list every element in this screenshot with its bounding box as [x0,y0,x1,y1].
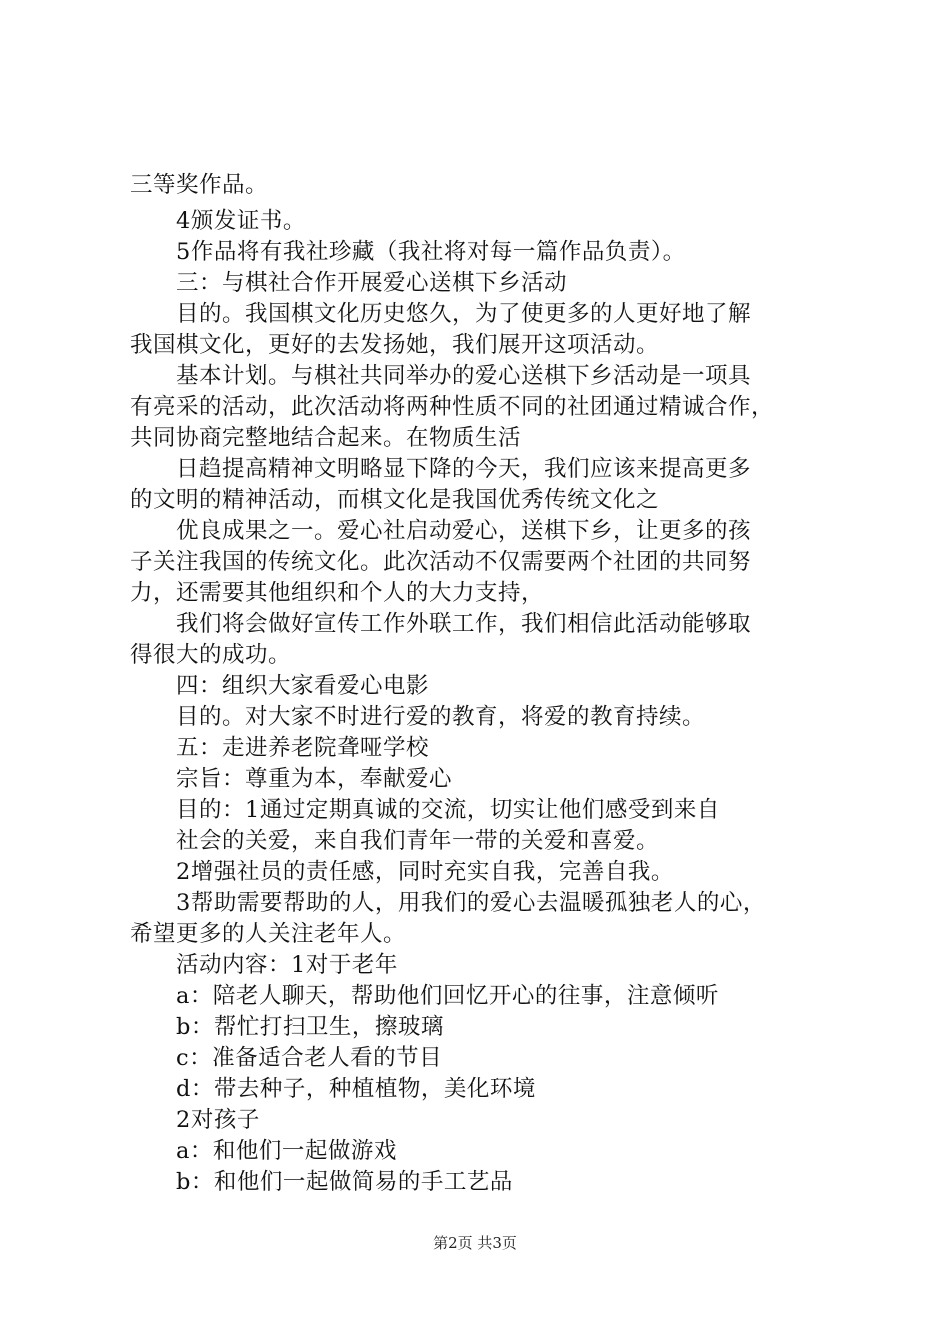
text-line: 的文明的精神活动，而棋文化是我国优秀传统文化之 [130,487,660,513]
list-item: b：和他们一起做简易的手工艺品 [176,1169,513,1195]
text-line: 力，还需要其他组织和个人的大力支持， [130,580,545,606]
text-line: 3帮助需要帮助的人，用我们的爱心去温暖孤独老人的心， [176,890,766,916]
text-line: 活动内容：1对于老年 [176,952,398,978]
text-line: 我国棋文化，更好的去发扬她，我们展开这项活动。 [130,332,660,358]
section-heading: 三：与棋社合作开展爱心送棋下乡活动 [176,270,568,296]
text-line: 希望更多的人关注老年人。 [130,921,407,947]
text-line: 我们将会做好宣传工作外联工作，我们相信此活动能够取 [176,611,752,637]
list-item: d：带去种子，种植植物，美化环境 [176,1076,536,1102]
section-heading: 五：走进养老院聋哑学校 [176,735,430,761]
text-line: 有亮采的活动，此次活动将两种性质不同的社团通过精诚合作， [130,394,775,420]
list-item: a：陪老人聊天，帮助他们回忆开心的往事，注意倾听 [176,983,719,1009]
text-line: 优良成果之一。爱心社启动爱心，送棋下乡，让更多的孩 [176,518,752,544]
text-line: 子关注我国的传统文化。此次活动不仅需要两个社团的共同努 [130,549,752,575]
text-line: 目的。对大家不时进行爱的教育，将爱的教育持续。 [176,704,706,730]
text-line: 三等奖作品。 [130,172,269,198]
text-line: 宗旨：尊重为本，奉献爱心 [176,766,453,792]
text-line: 日趋提高精神文明略显下降的今天，我们应该来提高更多 [176,456,752,482]
list-item: a：和他们一起做游戏 [176,1138,397,1164]
text-line: 得很大的成功。 [130,642,292,668]
section-heading: 四：组织大家看爱心电影 [176,673,430,699]
text-line: 4颁发证书。 [176,208,306,234]
text-line: 2对孩子 [176,1107,260,1133]
list-item: c：准备适合老人看的节目 [176,1045,443,1071]
text-line: 目的：1通过定期真诚的交流，切实让他们感受到来自 [176,797,720,823]
text-line: 共同协商完整地结合起来。在物质生活 [130,425,522,451]
text-line: 基本计划。与棋社共同举办的爱心送棋下乡活动是一项具 [176,363,752,389]
page-number-footer: 第2页 共3页 [433,1234,517,1252]
list-item: b：帮忙打扫卫生，擦玻璃 [176,1014,444,1040]
text-line: 目的。我国棋文化历史悠久，为了使更多的人更好地了解 [176,301,752,327]
text-line: 5作品将有我社珍藏（我社将对每一篇作品负责）。 [176,239,686,265]
text-line: 2增强社员的责任感，同时充实自我，完善自我。 [176,859,674,885]
text-line: 社会的关爱，来自我们青年一带的关爱和喜爱。 [176,828,660,854]
